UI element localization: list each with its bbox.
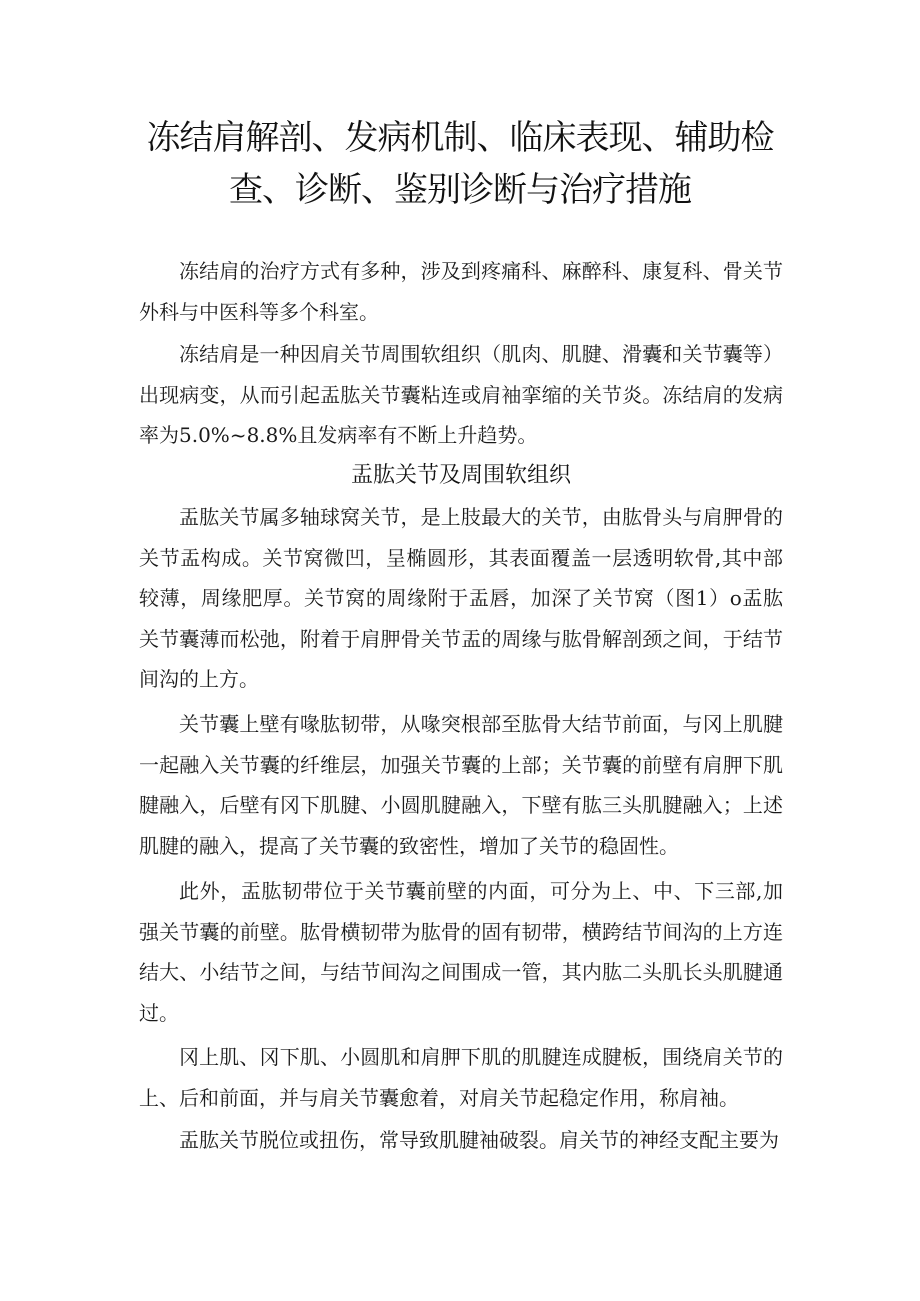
section-paragraph-2: 关节囊上壁有喙肱韧带，从喙突根部至肱骨大结节前面，与冈上肌腱一起融入关节囊的纤维层，加强关节囊的上部；关节囊的前壁有肩胛下肌腱融入，后壁有冈下肌腱、小圆肌腱融入，下壁有肱三头肌腱融入；上述肌腱的融入，提高了关节囊的致密性，增加了关节的稳固性。 (139, 712, 783, 858)
intro-paragraph-1: 冻结肩的治疗方式有多种，涉及到疼痛科、麻醉科、康复科、骨关节外科与中医科等多个科室。 (139, 259, 783, 324)
section-paragraph-1: 盂肱关节属多轴球窝关节，是上肢最大的关节，由肱骨头与肩胛骨的关节盂构成。关节窝微凹，呈椭圆形，其表面覆盖一层透明软骨,其中部较薄，周缘肥厚。关节窝的周缘附于盂唇，加深了关节窝（图1）o盂肱关节囊薄而松弛，附着于肩胛骨关节盂的周缘与肱骨解剖颈之间，于结节间沟的上方。 (139, 505, 783, 691)
section-heading: 盂肱关节及周围软组织 (350, 463, 571, 488)
document-title-line-2: 查、诊断、鉴别诊断与治疗措施 (229, 170, 691, 210)
intro-paragraph-2: 冻结肩是一种因肩关节周围软组织（肌肉、肌腱、滑囊和关节囊等）出现病变，从而引起盂肱关节囊粘连或肩袖挛缩的关节炎。冻结肩的发病率为5.0%~8.8%且发病率有不断上升趋势。 (139, 342, 783, 447)
section-paragraph-4: 冈上肌、冈下肌、小圆肌和肩胛下肌的肌腱连成腱板，围绕肩关节的上、后和前面，并与肩关节囊愈着，对肩关节起稳定作用，称肩袖。 (139, 1045, 783, 1110)
section-paragraph-3: 此外，盂肱韧带位于关节囊前壁的内面，可分为上、中、下三部,加强关节囊的前壁。肱骨横韧带为肱骨的固有韧带，横跨结节间沟的上方连结大、小结节之间，与结节间沟之间围成一管，其内肱二头肌长头肌腱通过。 (139, 879, 783, 1025)
section-paragraph-5: 盂肱关节脱位或扭伤，常导致肌腱袖破裂。肩关节的神经支配主要为 (179, 1128, 779, 1152)
document-title-line-1: 冻结肩解剖、发病机制、临床表现、辅助检 (146, 118, 774, 158)
